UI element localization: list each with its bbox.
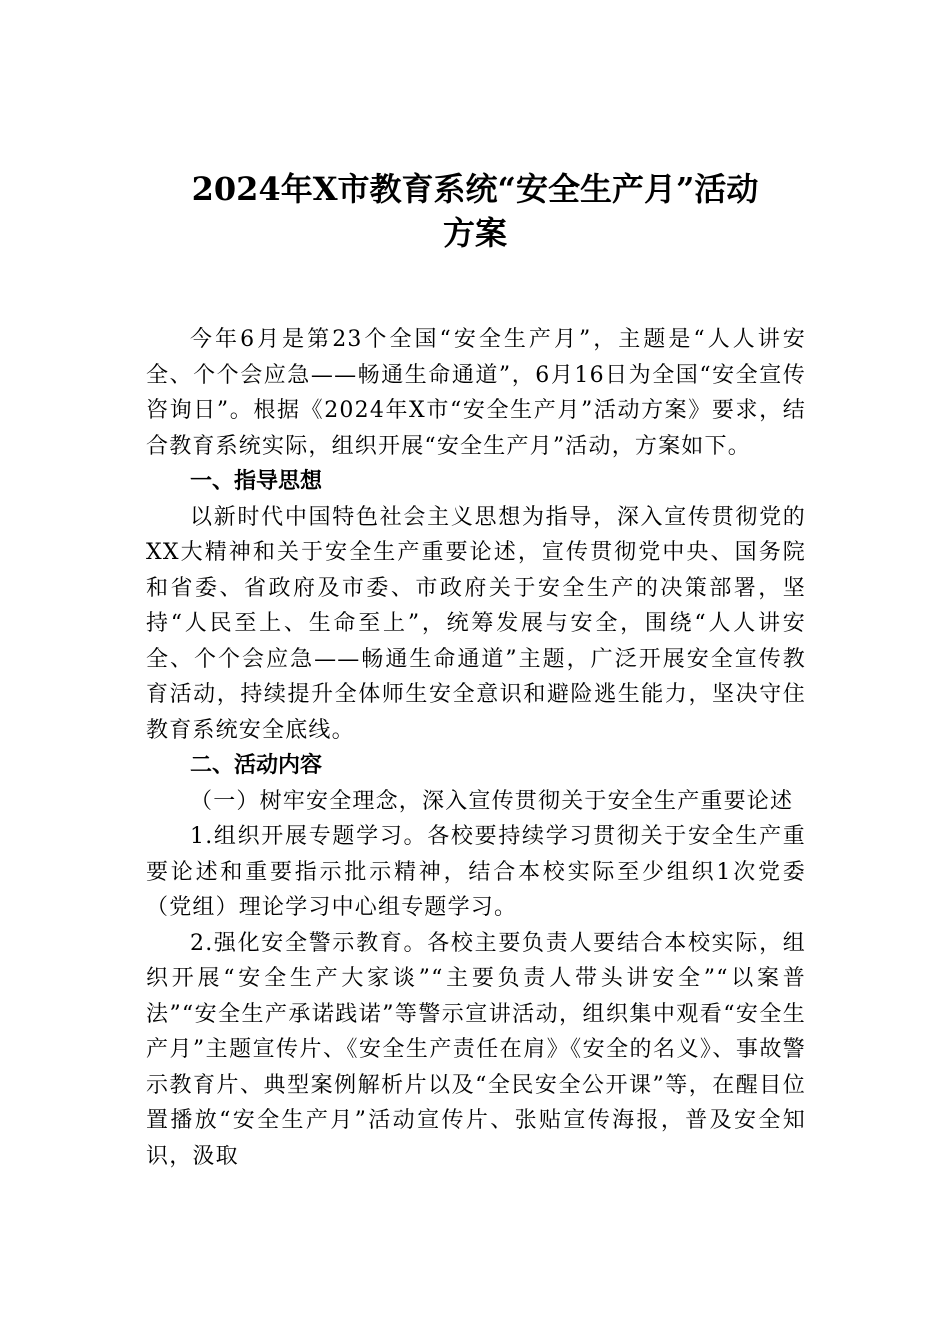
document-body — [146, 322, 806, 1174]
guiding-ideology-paragraph: 以新时代中国特色社会主义思想为指导，深入宣传贯彻党的XX大精神和关于安全生产重要论述，宣传贯彻党中央、国务院和省委、省政府及市委、市政府关于安全生产的决策部署，坚持“人民至上、生命至上”，统筹发展与安全，围绕“人人讲安全、个个会应急——畅通生命通道”主题，广泛开展安全宣传教育活动，持续提升全体师生安全意识和避险逃生能力，坚决守住教育系统安全底线。 — [146, 504, 806, 743]
document-title-line2: 方案 — [442, 214, 507, 252]
intro-paragraph: 今年6月是第23个全国“安全生产月”，主题是“人人讲安全、个个会应急——畅通生命通道”，6月16日为全国“安全宣传咨询日”。根据《2024年X市“安全生产月”活动方案》要求，结合教育系统实际，组织开展“安全生产月”活动，方案如下。 — [146, 327, 806, 459]
section-heading-guiding-ideology: 一、指导思想 — [190, 469, 323, 494]
item-paragraph-warning-education: 2.强化安全警示教育。各校主要负责人要结合本校实际，组织开展“安全生产大家谈”“主要负责人带头讲安全”“以案普法”“安全生产承诺践诺”等警示宣讲活动，组织集中观看“安全生产月”主题宣传片、《安全生产责任在肩》《安全的名义》、事故警示教育片、典型案例解析片以及“全民安全公开课”等，在醒目位置播放“安全生产月”活动宣传片、张贴宣传海报，普及安全知识，汲取 — [146, 930, 806, 1169]
section-heading-activity-content: 二、活动内容 — [190, 753, 323, 778]
item-paragraph-study: 1.组织开展专题学习。各校要持续学习贯彻关于安全生产重要论述和重要指示批示精神，结合本校实际至少组织1次党委（党组）理论学习中心组专题学习。 — [146, 824, 806, 920]
subsection-heading-safety-concept: （一）树牢安全理念，深入宣传贯彻关于安全生产重要论述 — [190, 788, 794, 814]
document-title-line1: 2024年X市教育系统“安全生产月”活动 — [191, 170, 759, 208]
